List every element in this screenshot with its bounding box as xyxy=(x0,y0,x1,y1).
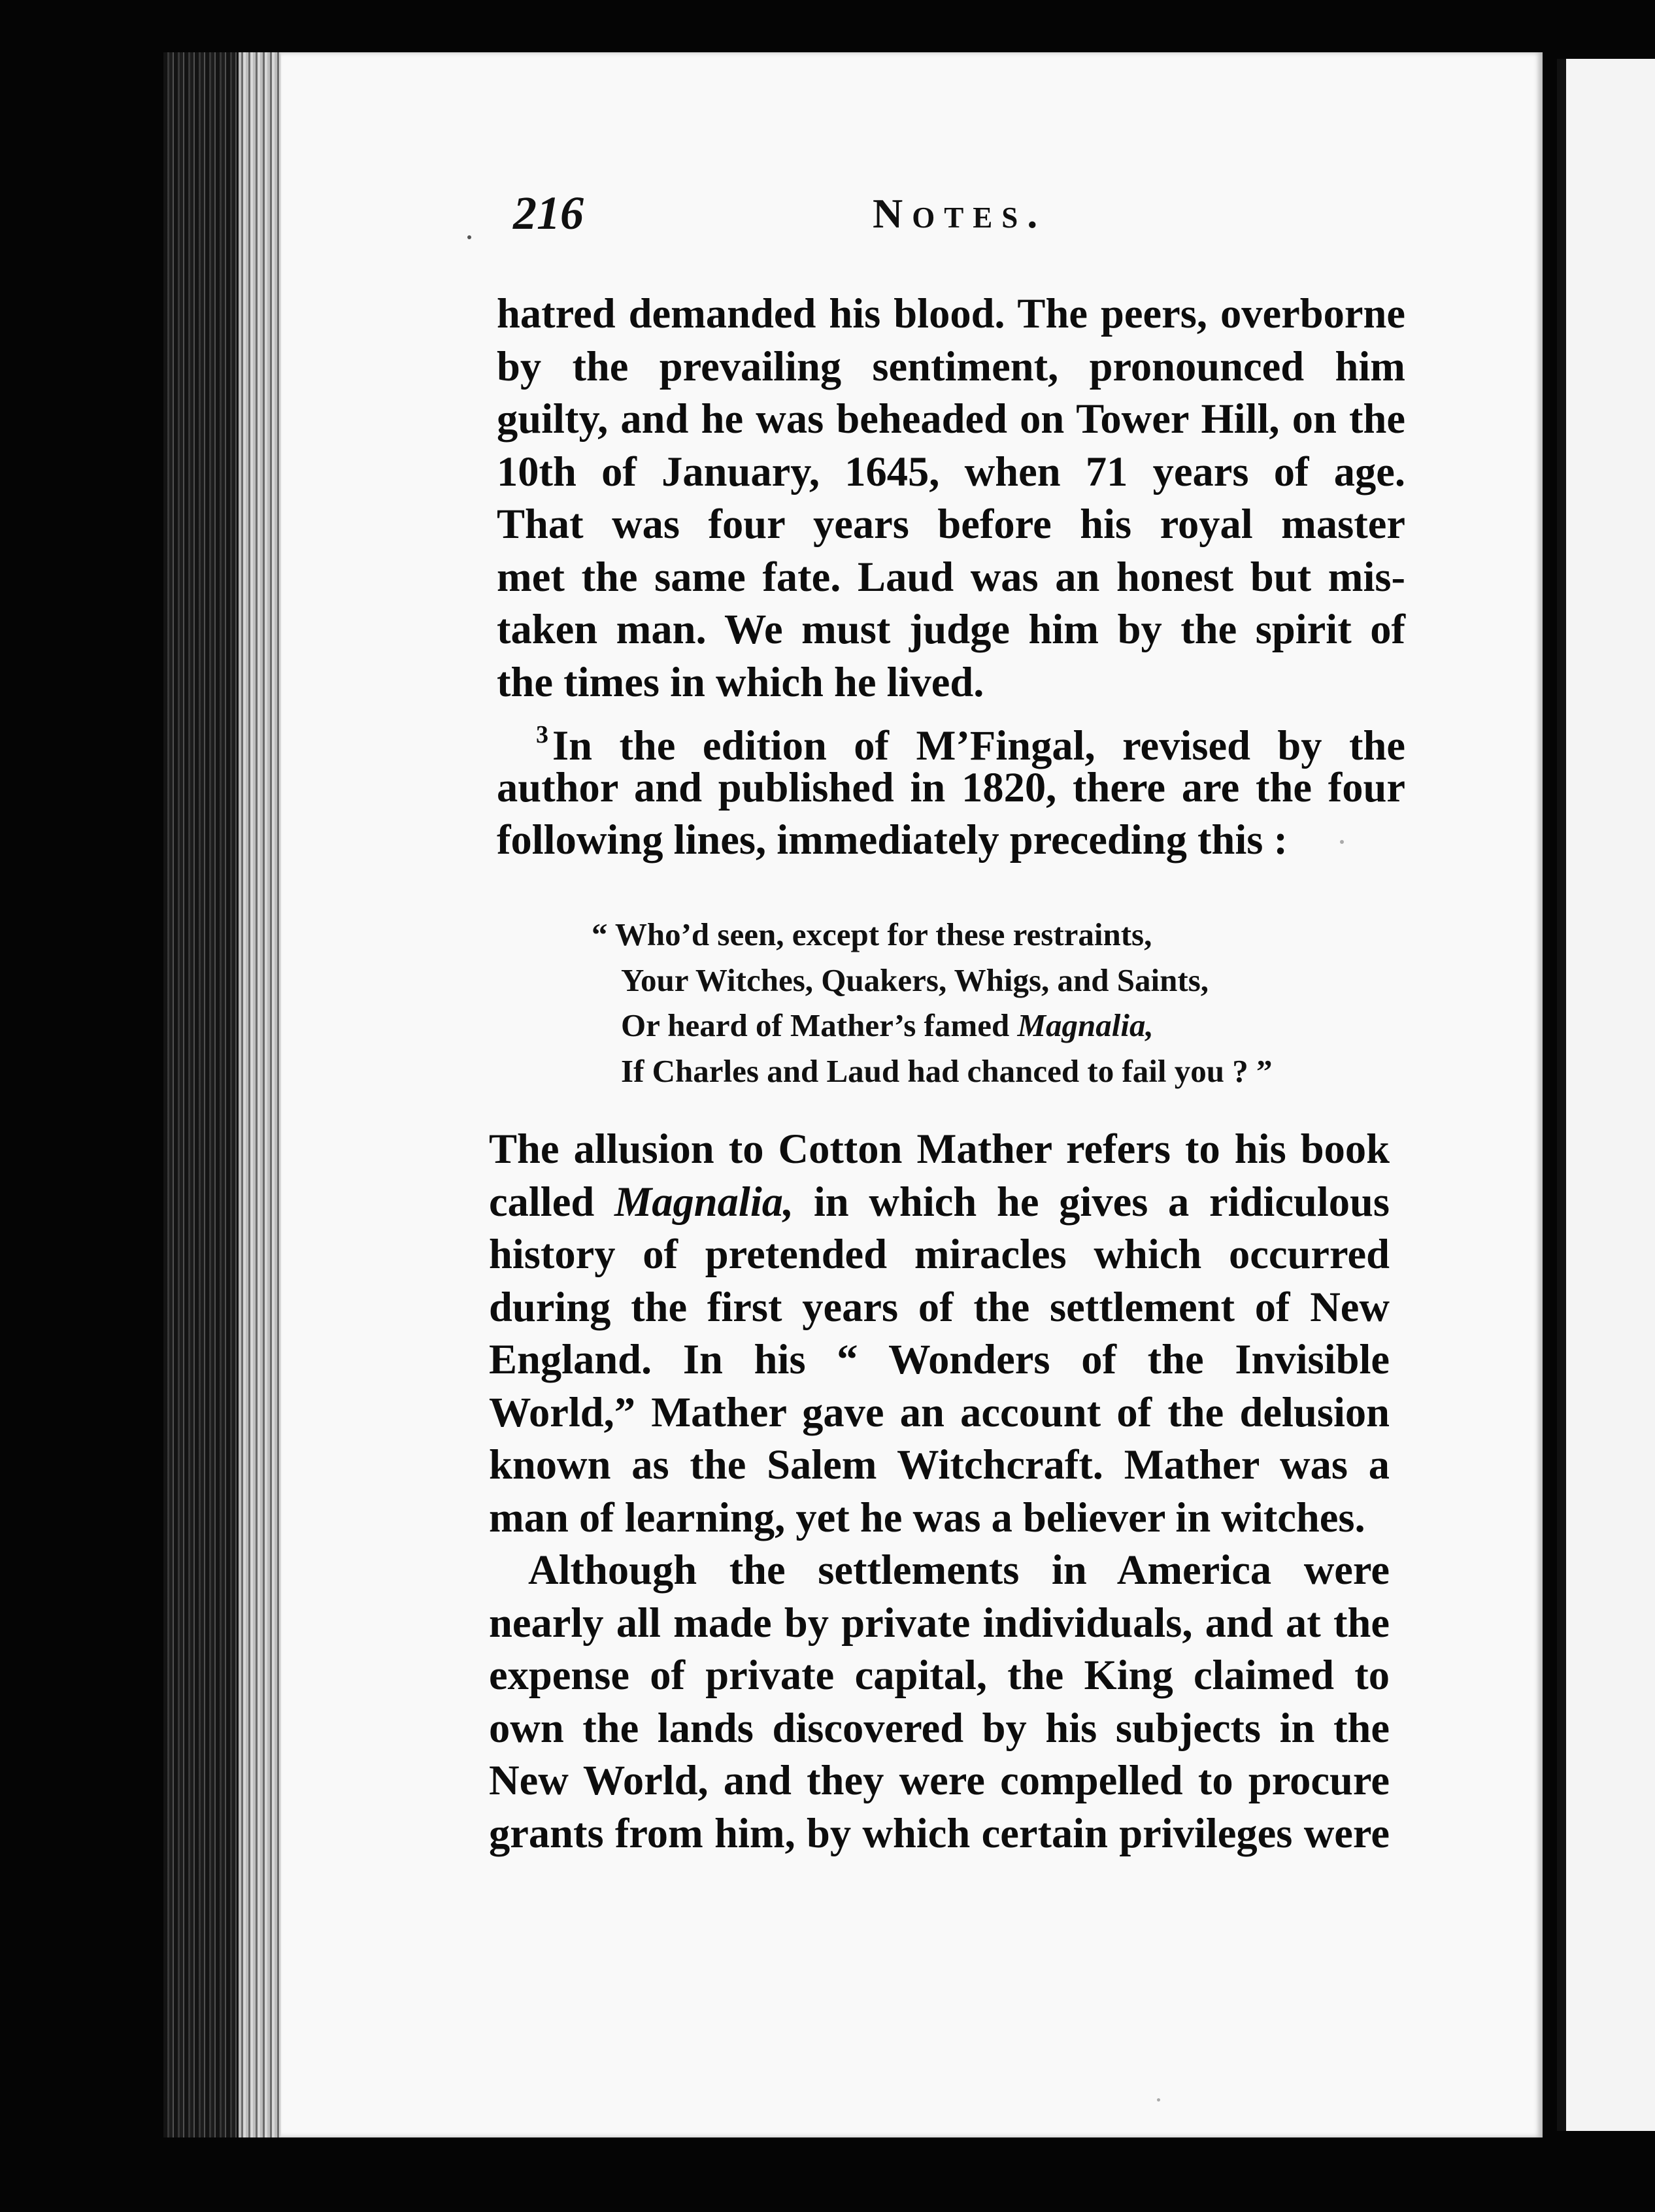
footnote-text: In the edition of M’Fingal, revised by the xyxy=(552,722,1405,769)
text-line: New World, and they were compelled to procure xyxy=(489,1757,1390,1803)
footnote-marker: 3 xyxy=(536,721,548,748)
text-line: man of learning, yet he was a believer in witches. xyxy=(489,1494,1365,1541)
facing-page-edge xyxy=(1557,59,1655,2131)
footnote-3 xyxy=(497,709,1405,867)
page-body xyxy=(497,288,1405,867)
text-line: author and published in 1820, there are the four xyxy=(497,763,1405,811)
text-line: The allusion to Cotton Mather refers to his book xyxy=(489,1126,1390,1172)
text-line: Although the settlements in America were xyxy=(528,1547,1390,1593)
text-line: expense of private capital, the King claimed to xyxy=(489,1652,1390,1698)
text-line: by the prevailing sentiment, pronounced him xyxy=(497,343,1405,390)
verse-line: “ Who’d seen, except for these restraints, xyxy=(592,916,1152,952)
text-line: history of pretended miracles which occurred xyxy=(489,1231,1390,1277)
verse-line xyxy=(592,1003,1350,1048)
text-line: hatred demanded his blood. The peers, overborne xyxy=(497,290,1405,337)
paper-speck xyxy=(467,235,471,239)
paragraph-3 xyxy=(489,1544,1390,1860)
verse-line: If Charles and Laud had chanced to fail you ? ” xyxy=(621,1052,1273,1089)
text-line: England. In his “ Wonders of the Invisible xyxy=(489,1336,1390,1382)
text-line xyxy=(497,709,1405,769)
text-line: the times in which he lived. xyxy=(497,658,984,705)
running-head: Notes. xyxy=(873,190,1047,237)
verse-italic-title: Magnalia, xyxy=(1017,1007,1154,1043)
text-line: own the lands discovered by his subjects in the xyxy=(489,1704,1390,1751)
text-line: known as the Salem Witchcraft. Mather was a xyxy=(489,1441,1390,1488)
text-line: World,” Mather gave an account of the delusion xyxy=(489,1388,1390,1435)
text-line: grants from him, by which certain privileges were xyxy=(489,1809,1390,1856)
paper-speck xyxy=(1157,2098,1160,2102)
text-line: That was four years before his royal master xyxy=(497,501,1405,547)
text-segment: in which he gives a ridiculous xyxy=(794,1178,1390,1225)
paragraph-2 xyxy=(489,1123,1390,1544)
text-line: guilty, and he was beheaded on Tower Hill, on the xyxy=(497,395,1405,442)
page-number: 216 xyxy=(513,187,584,239)
verse-line: Your Witches, Quakers, Whigs, and Saints, xyxy=(621,962,1209,998)
text-line: following lines, immediately preceding this : xyxy=(497,816,1288,863)
verse-text: Or heard of Mather’s famed xyxy=(621,1007,1018,1043)
page-body-lower xyxy=(489,1123,1390,1860)
text-line: met the same fate. Laud was an honest but mis- xyxy=(497,553,1405,600)
text-segment: called xyxy=(489,1178,614,1225)
paragraph-1 xyxy=(497,288,1405,709)
text-line: during the first years of the settlement of New xyxy=(489,1283,1390,1330)
italic-title: Magnalia, xyxy=(614,1178,794,1225)
text-line: taken man. We must judge him by the spirit of xyxy=(497,606,1405,652)
verse-quotation xyxy=(592,912,1350,1094)
text-line: 10th of January, 1645, when 71 years of age. xyxy=(497,448,1405,495)
paper-speck xyxy=(1340,840,1344,844)
text-line xyxy=(489,1176,1390,1229)
book-page-edges-light xyxy=(239,52,281,2137)
text-line: nearly all made by private individuals, and at the xyxy=(489,1599,1390,1646)
